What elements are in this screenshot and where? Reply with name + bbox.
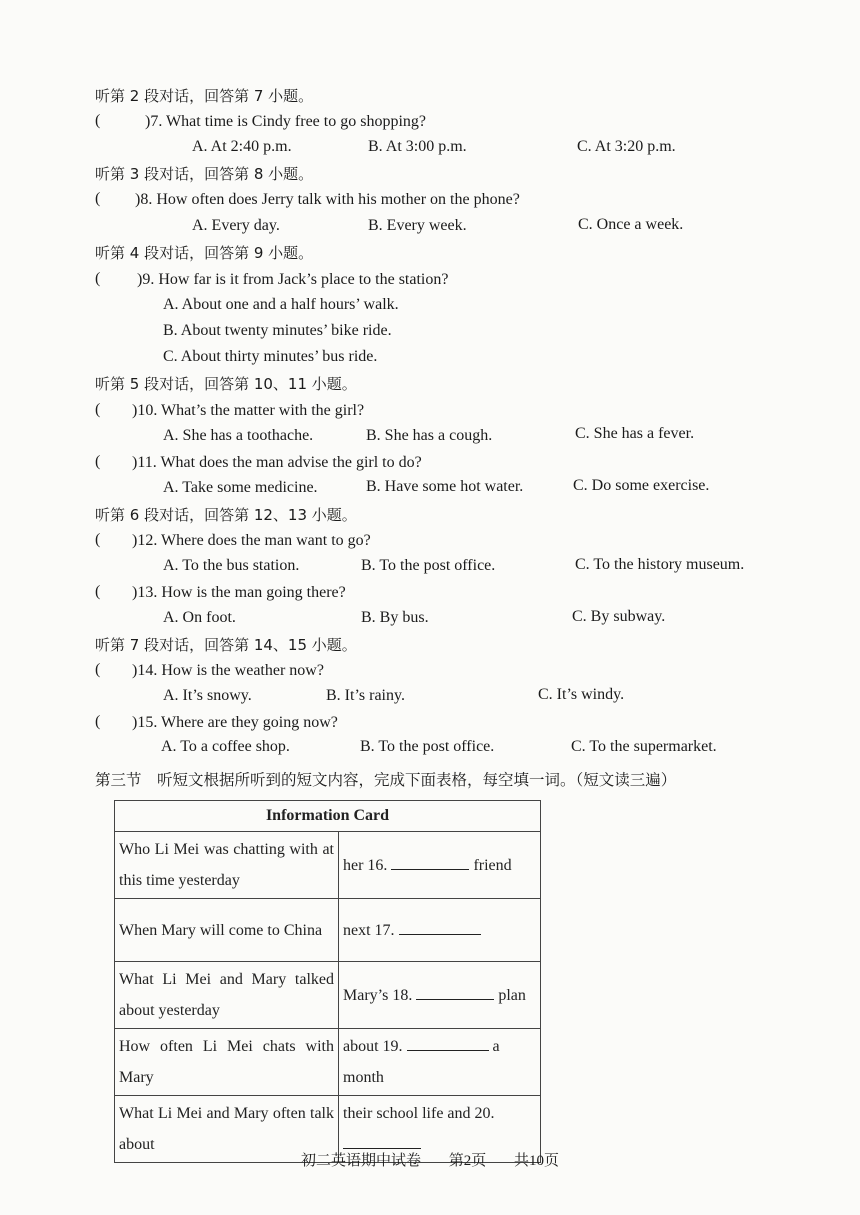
q9-option-b: B. About twenty minutes’ bike ride. [163, 322, 392, 339]
q8-option-b: B. Every week. [368, 217, 467, 234]
q7-option-c: C. At 3:20 p.m. [577, 138, 676, 155]
card-answer-19: about 19. a month [339, 1029, 541, 1096]
q12-option-a: A. To the bus station. [163, 557, 300, 574]
question-8-stem: )8. How often does Jerry talk with his mother on the phone? [135, 191, 520, 208]
dialogue-heading: 听第 6 段对话，回答第 12、13 小题。 [95, 506, 357, 524]
answer-paren: ( [95, 270, 101, 287]
answer-paren: ( [95, 713, 101, 730]
q9-option-c: C. About thirty minutes’ bus ride. [163, 348, 378, 365]
q10-option-a: A. She has a toothache. [163, 427, 314, 444]
card-answer-16: her 16. friend [339, 832, 541, 899]
answer-blank-17[interactable] [399, 920, 481, 935]
question-13-stem: )13. How is the man going there? [132, 584, 346, 601]
answer-paren: ( [95, 583, 101, 600]
q13-option-c: C. By subway. [572, 608, 666, 625]
q8-option-c: C. Once a week. [578, 216, 684, 233]
answer-paren: ( [95, 190, 101, 207]
card-answer-17: next 17. [339, 899, 541, 962]
q14-option-c: C. It’s windy. [538, 686, 625, 703]
q11-option-c: C. Do some exercise. [573, 477, 710, 494]
question-14-stem: )14. How is the weather now? [132, 662, 324, 679]
q15-option-a: A. To a coffee shop. [161, 738, 290, 755]
section-3-instruction: 第三节 听短文根据所听到的短文内容，完成下面表格，每空填一词。（短文读三遍） [95, 771, 677, 789]
q14-option-a: A. It’s snowy. [163, 687, 252, 704]
q7-option-b: B. At 3:00 p.m. [368, 138, 467, 155]
footer-total-pages: 共10页 [514, 1153, 560, 1169]
q13-option-a: A. On foot. [163, 609, 236, 626]
card-question: Who Li Mei was chatting with at this time yesterday [115, 832, 339, 899]
q14-option-b: B. It’s rainy. [326, 687, 405, 704]
q11-option-b: B. Have some hot water. [366, 478, 524, 495]
answer-paren: ( [95, 112, 101, 129]
card-question: When Mary will come to China [115, 899, 339, 962]
answer-blank-16[interactable] [391, 855, 469, 870]
answer-blank-18[interactable] [416, 985, 494, 1000]
answer-paren: ( [95, 401, 101, 418]
dialogue-heading: 听第 3 段对话，回答第 8 小题。 [95, 165, 314, 183]
q10-option-c: C. She has a fever. [575, 425, 695, 442]
answer-blank-20[interactable] [343, 1134, 421, 1149]
table-row [115, 899, 541, 962]
table-row [115, 1029, 541, 1096]
q11-option-a: A. Take some medicine. [163, 479, 318, 496]
question-9-stem: )9. How far is it from Jack’s place to the station? [137, 271, 449, 288]
table-row [115, 832, 541, 899]
footer-exam-title: 初二英语期中试卷 [300, 1153, 421, 1169]
dialogue-heading: 听第 2 段对话，回答第 7 小题。 [95, 87, 314, 105]
answer-paren: ( [95, 531, 101, 548]
card-question: How often Li Mei chats with Mary [115, 1029, 339, 1096]
dialogue-heading: 听第 4 段对话，回答第 9 小题。 [95, 244, 314, 262]
card-title: Information Card [115, 801, 541, 832]
q10-option-b: B. She has a cough. [366, 427, 493, 444]
q13-option-b: B. By bus. [361, 609, 429, 626]
table-row [115, 962, 541, 1029]
footer-page-number: 第2页 [448, 1153, 487, 1169]
q8-option-a: A. Every day. [192, 217, 280, 234]
answer-paren: ( [95, 661, 101, 678]
answer-paren: ( [95, 453, 101, 470]
answer-blank-19[interactable] [407, 1036, 489, 1051]
question-15-stem: )15. Where are they going now? [132, 714, 338, 731]
dialogue-heading: 听第 7 段对话，回答第 14、15 小题。 [95, 636, 357, 654]
q12-option-c: C. To the history museum. [575, 556, 745, 573]
q9-option-a: A. About one and a half hours’ walk. [163, 296, 399, 313]
q15-option-c: C. To the supermarket. [571, 738, 717, 755]
information-card-table [114, 800, 541, 1163]
question-11-stem: )11. What does the man advise the girl to do? [132, 454, 422, 471]
card-question: What Li Mei and Mary talked about yesterday [115, 962, 339, 1029]
dialogue-heading: 听第 5 段对话，回答第 10、11 小题。 [95, 375, 357, 393]
card-answer-20: their school life and 20. [339, 1096, 541, 1163]
page-footer [0, 1149, 860, 1170]
question-10-stem: )10. What’s the matter with the girl? [132, 402, 365, 419]
q12-option-b: B. To the post office. [361, 557, 496, 574]
question-7-stem: )7. What time is Cindy free to go shopping? [145, 113, 426, 130]
question-12-stem: )12. Where does the man want to go? [132, 532, 371, 549]
q7-option-a: A. At 2:40 p.m. [192, 138, 292, 155]
card-answer-18: Mary’s 18. plan [339, 962, 541, 1029]
card-question: What Li Mei and Mary often talk about [115, 1096, 339, 1163]
q15-option-b: B. To the post office. [360, 738, 495, 755]
